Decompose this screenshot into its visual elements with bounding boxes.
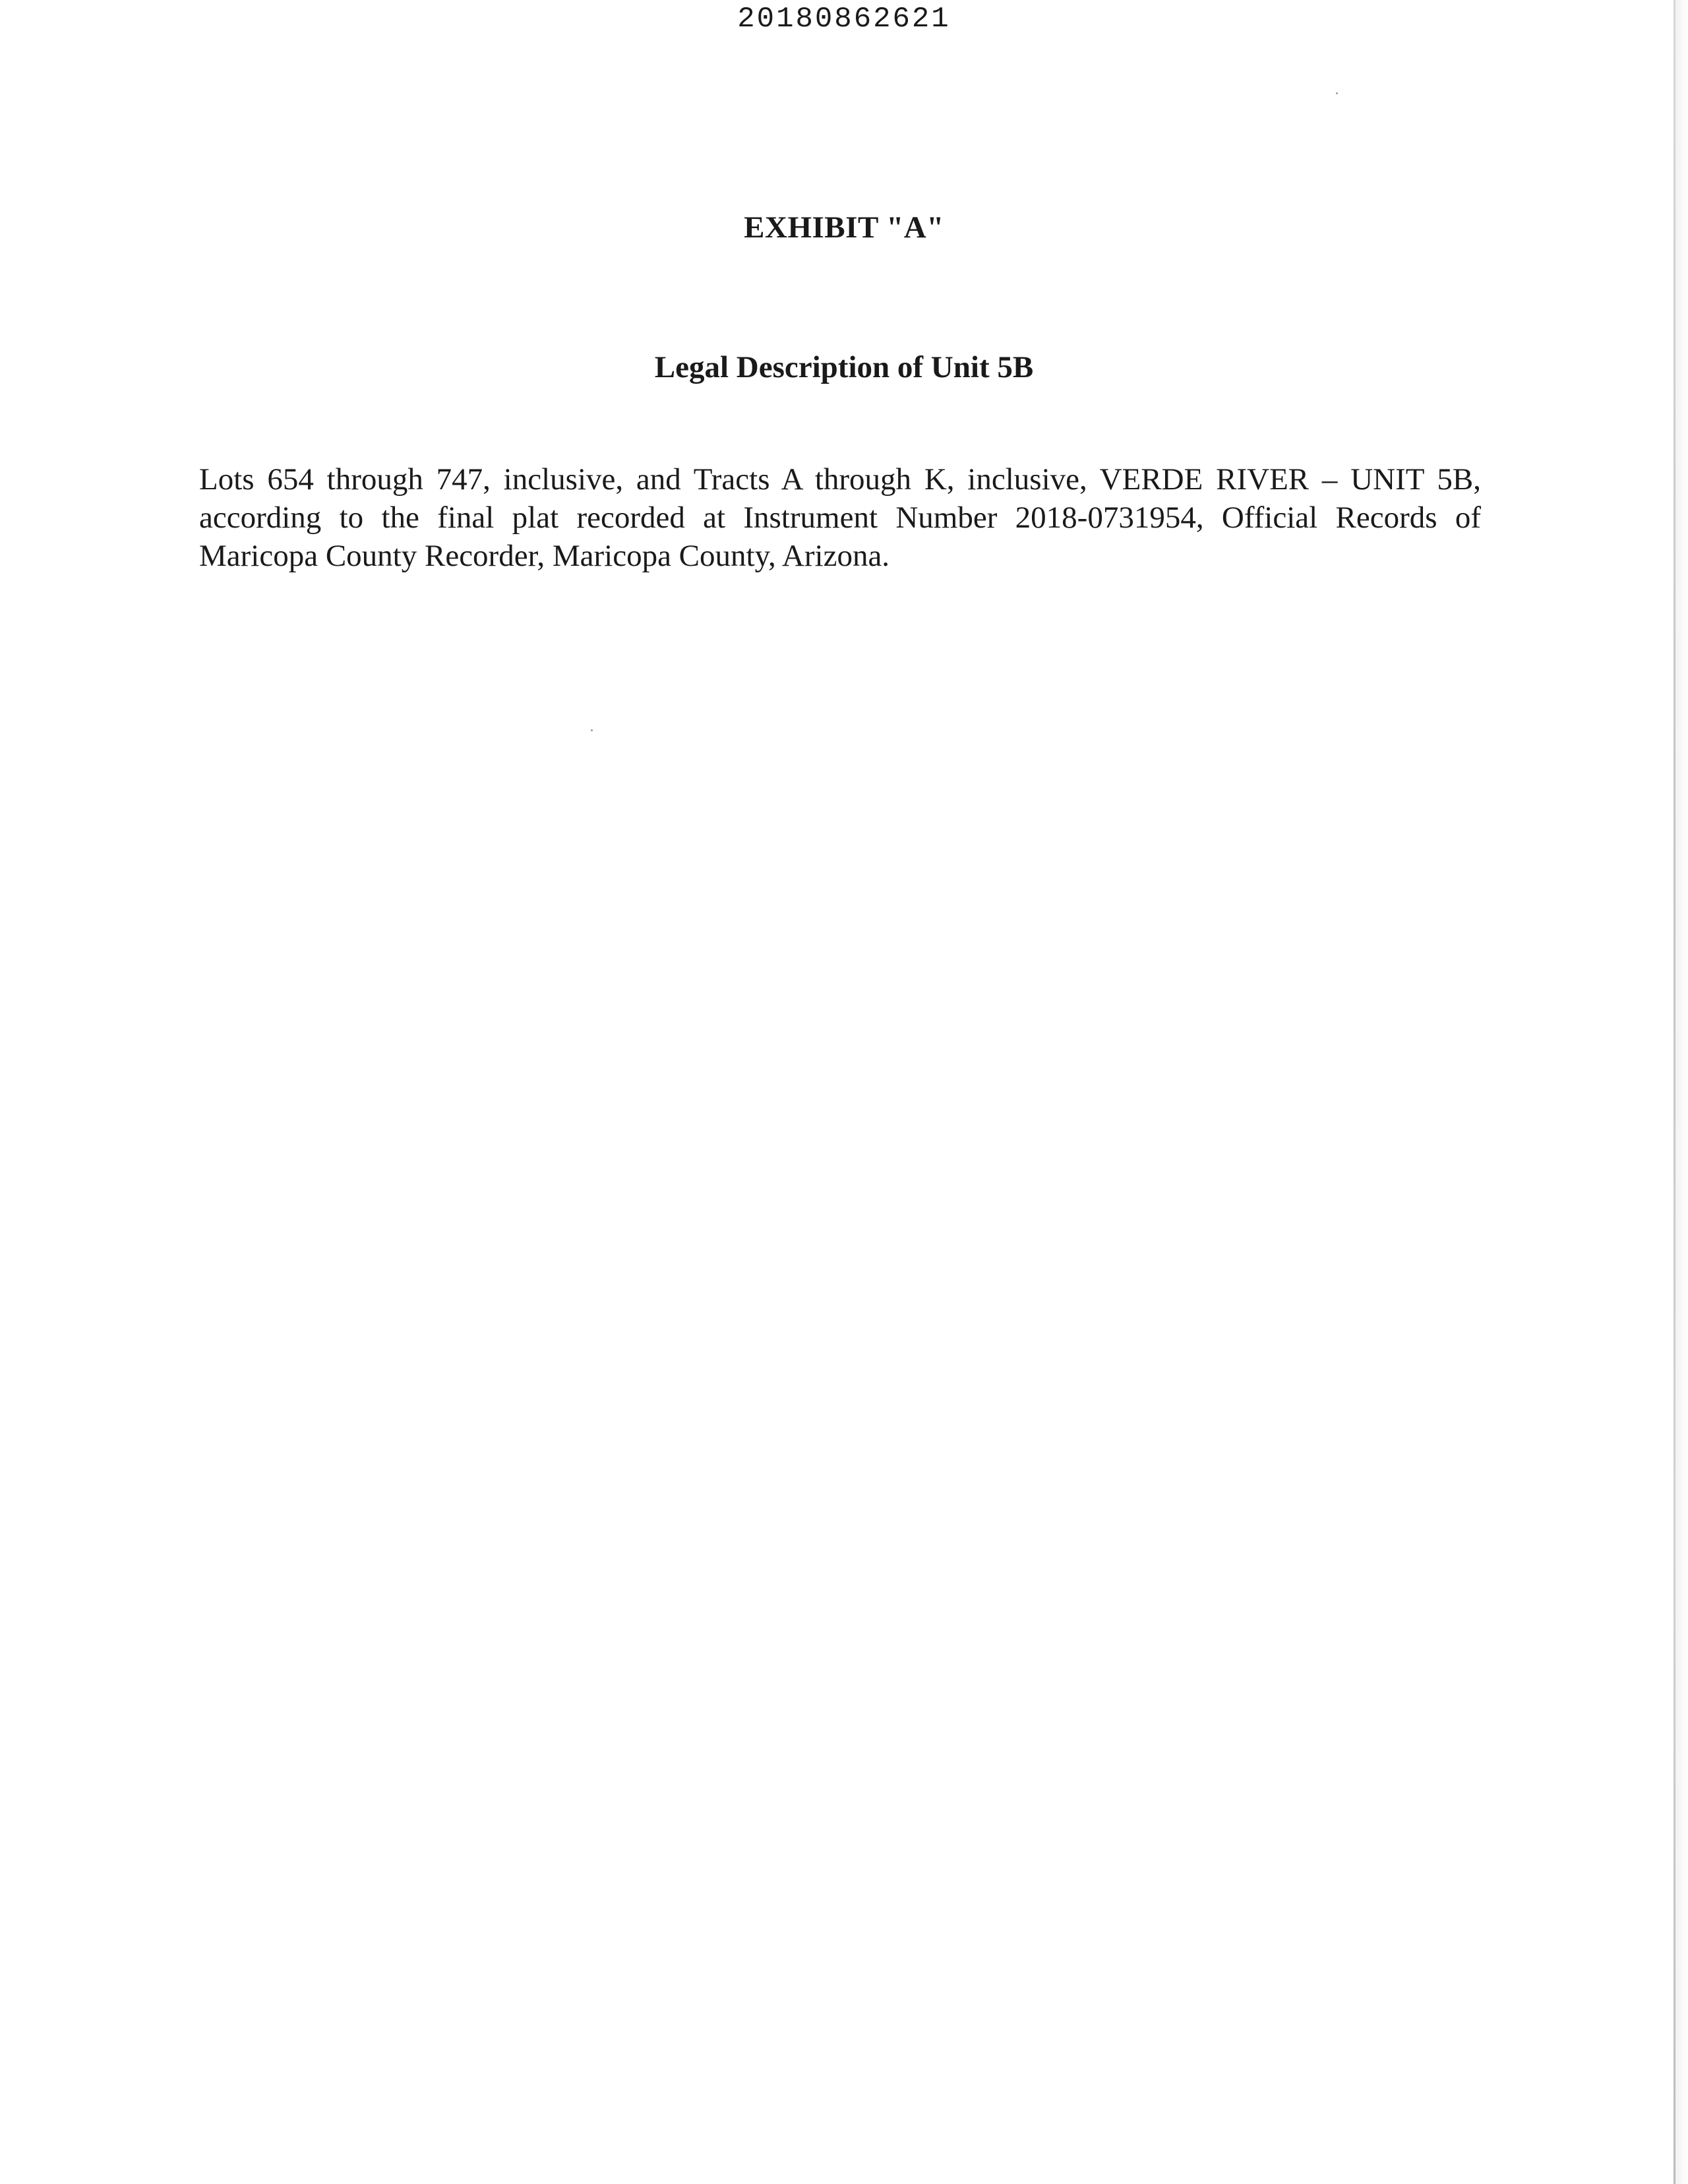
scan-edge-shadow — [1675, 0, 1688, 2184]
legal-description-text: Lots 654 through 747, inclusive, and Tracts A through K, inclusive, VERDE RIVER – UNIT 5B, according to the final plat recorded at Instrument Number 2018-0731954, Official Records of Maricopa County Recorder, Maricopa County, Arizona. — [199, 462, 1481, 573]
exhibit-title: EXHIBIT "A" — [744, 210, 944, 245]
section-title: Legal Description of Unit 5B — [654, 350, 1034, 384]
scan-speck — [591, 729, 593, 731]
recording-number: 20180862621 — [737, 3, 951, 36]
scan-speck — [1336, 92, 1338, 94]
